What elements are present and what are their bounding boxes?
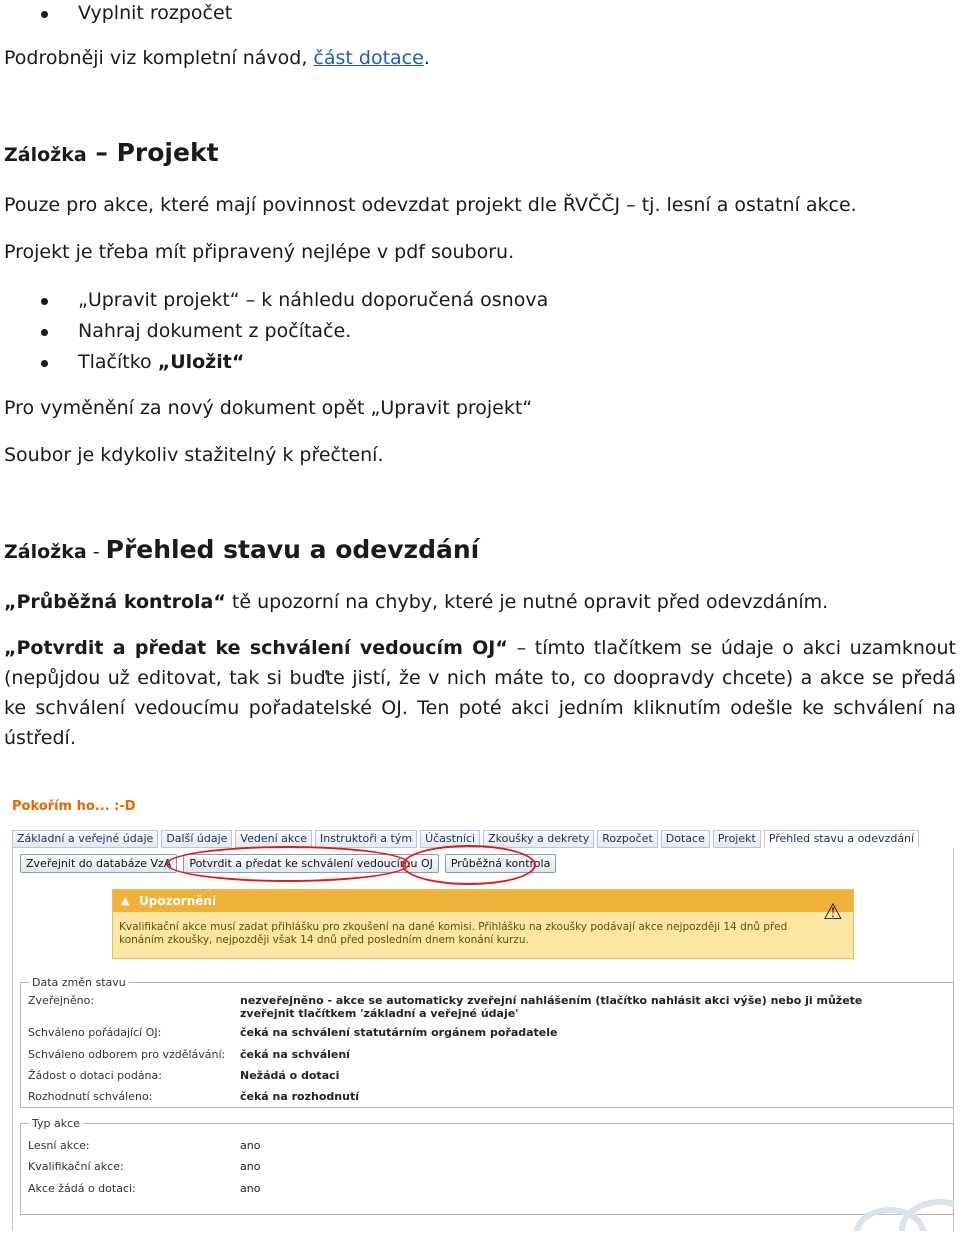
- bullet-text: „Upravit projekt“ – k náhledu doporučená osnova: [78, 289, 549, 311]
- status-value: čeká na schválení statutárním orgánem pořadatele: [240, 1026, 558, 1039]
- tab-zakladni-udaje[interactable]: Základní a veřejné údaje: [12, 830, 158, 848]
- heading-prehled: [4, 535, 480, 564]
- tab-rozpocet[interactable]: Rozpočet: [597, 830, 658, 848]
- warning-triangle-icon: ⚠: [823, 900, 843, 925]
- bullet-text-plain: Tlačítko: [78, 351, 158, 373]
- bullet-text: Nahraj dokument z počítače.: [78, 320, 352, 342]
- paragraph-text: Pouze pro akce, které mají povinnost odevzdat projekt dle ŘVČČJ – tj. lesní a ostatní akce.: [4, 194, 857, 216]
- paragraph-rest: tě upozorní na chyby, které je nutné opravit před odevzdáním.: [225, 591, 829, 613]
- highlight-ellipse-check: [402, 845, 536, 885]
- tab-dotace[interactable]: Dotace: [661, 830, 710, 848]
- bullet-dot-icon: [41, 298, 48, 305]
- tab-ucastnici[interactable]: Účastníci: [420, 830, 480, 848]
- highlight-ellipse-submit: [166, 846, 410, 882]
- paragraph-rest: – tímto tlačítkem se údaje o akci uzamknout (nepůjdou už editovat, tak si buďte jistí, že v nich máte to, co doopravdy chcete) a akce se předá ke schválení vedoucímu pořadatelské OJ. Ten poté akci jedním kliknutím odešle ke schválení na ústředí.: [4, 637, 957, 749]
- paragraph-text: Projekt je třeba mít připravený nejlépe v pdf souboru.: [4, 241, 515, 263]
- paragraph-details: [4, 47, 430, 69]
- warning-box: [112, 889, 854, 959]
- decorative-swirl-icon: [844, 1189, 954, 1231]
- bullet-text: Vyplnit rozpočet: [78, 2, 233, 24]
- paragraph-bold: „Potvrdit a předat ke schválení vedoucím OJ“: [4, 637, 508, 659]
- status-value: čeká na rozhodnutí: [240, 1090, 359, 1103]
- collapse-arrow-icon[interactable]: ▲: [121, 894, 130, 907]
- submit-approval-button[interactable]: Potvrdit a předat ke schválení vedoucímu OJ: [183, 854, 439, 873]
- status-label: Rozhodnutí schváleno:: [28, 1090, 153, 1103]
- tab-projekt[interactable]: Projekt: [713, 830, 761, 848]
- paragraph-kontrola: [4, 591, 828, 613]
- tab-zkousky[interactable]: Zkoušky a dekrety: [483, 830, 594, 848]
- type-label: Lesní akce:: [28, 1139, 90, 1152]
- guide-link[interactable]: část dotace: [313, 47, 424, 69]
- tab-vedeni-akce[interactable]: Vedení akce: [235, 830, 312, 848]
- heading-prefix: Záložka: [4, 541, 87, 563]
- status-label: Zveřejněno:: [28, 994, 95, 1007]
- check-button[interactable]: Průběžná kontrola: [445, 854, 556, 873]
- type-legend: Typ akce: [32, 1117, 80, 1130]
- paragraph-potvrdit: [4, 633, 956, 753]
- bullet-text-bold: „Uložit“: [157, 351, 245, 373]
- type-value: ano: [240, 1160, 261, 1173]
- status-value: Nežádá o dotaci: [240, 1069, 340, 1082]
- status-value: nezveřejněno - akce se automaticky zveřejní nahlášením (tlačítko nahlásit akci výše) nebo ji můžete zveřejnit tlačítkem 'základní a veřejné údaje': [240, 994, 863, 1020]
- status-value: čeká na schválení: [240, 1048, 350, 1061]
- tab-prehled-stavu[interactable]: Přehled stavu a odevzdání: [764, 830, 919, 848]
- status-label: Schváleno odborem pro vzdělávání:: [28, 1048, 226, 1061]
- status-label: Schváleno pořádající OJ:: [28, 1026, 162, 1039]
- publish-button[interactable]: Zveřejnit do databáze VzA: [20, 854, 177, 873]
- heading-projekt: [4, 138, 219, 167]
- type-label: Kvalifikační akce:: [28, 1160, 124, 1173]
- status-legend: Data změn stavu: [32, 976, 126, 989]
- bullet-dot-icon: [41, 360, 48, 367]
- warning-header: [113, 890, 853, 912]
- paragraph-end: .: [423, 47, 430, 69]
- bullet-text: [78, 351, 244, 373]
- tab-instruktori[interactable]: Instruktoři a tým: [315, 830, 417, 848]
- paragraph-text: Soubor je kdykoliv stažitelný k přečtení.: [4, 444, 384, 466]
- type-value: ano: [240, 1139, 261, 1152]
- status-label: Žádost o dotaci podána:: [28, 1069, 162, 1082]
- paragraph-text: Pro vyměnění za nový dokument opět „Upravit projekt“: [4, 397, 533, 419]
- warning-title: Upozornění: [139, 894, 217, 908]
- heading-dash: -: [86, 541, 106, 563]
- heading-title: – Projekt: [86, 138, 219, 167]
- bullet-dot-icon: [41, 11, 48, 18]
- warning-text: Kvalifikační akce musí zadat přihlášku pro zkoušení na dané komisi. Přihlášku na zkoušky podávají akce nejpozději 14 dnů před konáním zkoušky, nejpozději však 14 dnů před posledním dnem konání kurzu.: [119, 921, 788, 946]
- embedded-screenshot: [8, 793, 954, 1231]
- heading-title: Přehled stavu a odevzdání: [105, 535, 480, 564]
- type-fieldset: [20, 1117, 954, 1215]
- paragraph-text: Podrobněji viz kompletní návod,: [4, 47, 314, 69]
- type-value: ano: [240, 1182, 261, 1195]
- greeting-text: Pokořím ho... :-D: [12, 799, 136, 814]
- bullet-dot-icon: [41, 329, 48, 336]
- tab-dalsi-udaje[interactable]: Další údaje: [161, 830, 232, 848]
- type-label: Akce žádá o dotaci:: [28, 1182, 136, 1195]
- paragraph-bold: „Průběžná kontrola“: [4, 591, 226, 613]
- heading-prefix: Záložka: [4, 144, 87, 166]
